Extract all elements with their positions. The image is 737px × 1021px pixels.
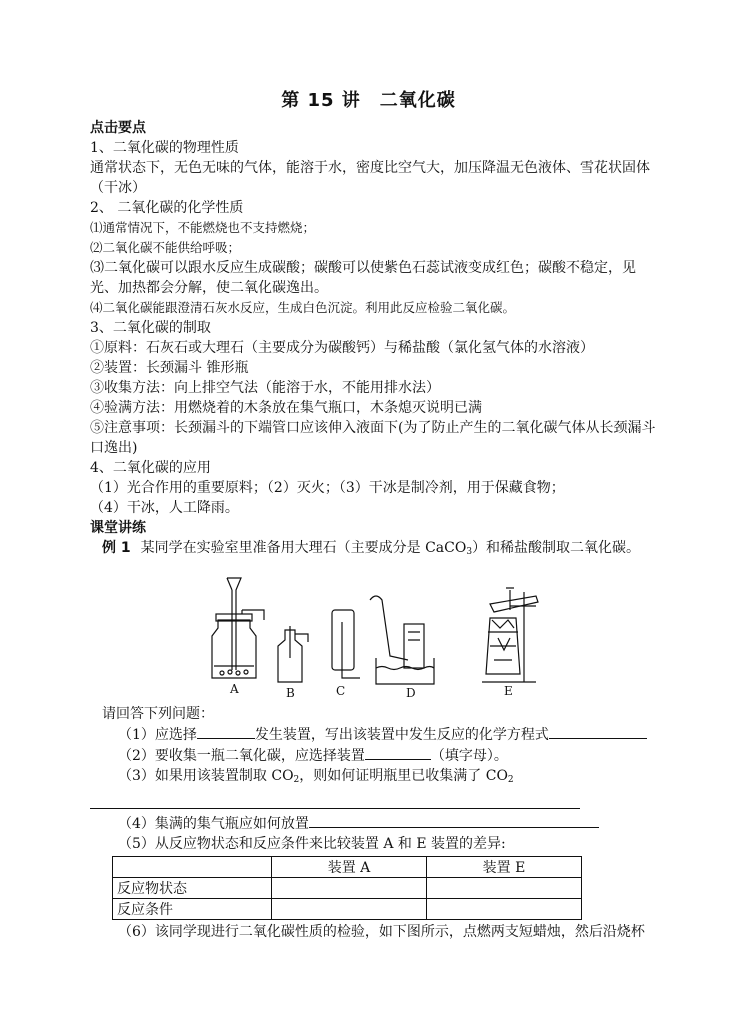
table-row: [113, 878, 582, 899]
preparation-item: ③收集方法：向上排空气法（能溶于水，不能用排水法）: [90, 380, 440, 396]
table-answer-cell[interactable]: [272, 899, 427, 920]
question-6: （6）该同学现进行二氧化碳性质的检验，如下图所示，点燃两支短蜡烛，然后沿烧杯: [118, 924, 645, 940]
example-text-post: ）和稀盐酸制取二氧化碳。: [472, 540, 641, 556]
question-2: [90, 745, 660, 766]
apparatus-b-bottle: [278, 626, 308, 682]
answer-blank-1b[interactable]: [549, 724, 647, 739]
question-1-mid: 发生装置，写出该装置中发生反应的化学方程式: [254, 727, 549, 743]
question-3-mid: ，则如何证明瓶里已收集满了 CO: [299, 768, 508, 784]
table-answer-cell[interactable]: [272, 878, 427, 899]
physical-properties-title: 1、二氧化碳的物理性质: [90, 140, 239, 156]
apparatus-e-stand: [482, 588, 538, 682]
preparation-item: ④验满方法：用燃烧着的木条放在集气瓶口，木条熄灭说明已满: [90, 400, 482, 416]
section-heading-class-practice: 课堂讲练: [90, 520, 146, 536]
preparation-item: ⑤注意事项：长颈漏斗的下端管口应该伸入液面下(为了防止产生的二氧化碳气体从长颈漏斗口逸出): [90, 420, 656, 456]
question-prompt: 请回答下列问题：: [102, 706, 214, 722]
worksheet-content: [90, 118, 660, 942]
answer-blank-2[interactable]: [365, 745, 431, 760]
table-row: [113, 899, 582, 920]
preparation-item: ②装置：长颈漏斗 锥形瓶: [90, 360, 249, 376]
question-3: [90, 766, 660, 790]
table-header-cell: 装置 E: [427, 857, 582, 878]
answer-blank-1a[interactable]: [197, 724, 255, 739]
chemical-property-item: ⑵二氧化碳不能供给呼吸；: [90, 240, 241, 255]
question-1-pre: （1）应选择: [118, 727, 197, 743]
table-row-label: 反应物状态: [113, 878, 272, 899]
apparatus-drawing: [90, 570, 660, 702]
page-title: 第 15 讲 二氧化碳: [281, 90, 456, 111]
question-2-post: （填字母）。: [430, 748, 508, 764]
question-4-pre: （4）集满的集气瓶应如何放置: [118, 816, 309, 832]
comparison-table: [112, 856, 582, 920]
chemical-property-item: ⑴通常情况下，不能燃烧也不支持燃烧；: [90, 220, 316, 235]
example-1: [90, 538, 660, 562]
example-label: 例 1: [102, 540, 131, 556]
chemical-properties-title: 2、 二氧化碳的化学性质: [90, 200, 244, 216]
physical-properties-text: 通常状态下，无色无味的气体，能溶于水，密度比空气大，加压降温无色液体、雪花状固体（干冰）: [90, 160, 650, 196]
question-4: [90, 813, 660, 834]
table-row-label: 反应条件: [113, 899, 272, 920]
apparatus-a-flask: [212, 578, 264, 678]
question-3-sub-a: 2: [293, 775, 300, 785]
chemical-property-item: ⑶二氧化碳可以跟水反应生成碳酸；碳酸可以使紫色石蕊试液变成红色；碳酸不稳定，见光、加热都会分解，使二氧化碳逸出。: [90, 260, 636, 296]
question-3-pre: （3）如果用该装置制取 CO: [118, 768, 294, 784]
apparatus-label-d: D: [406, 686, 416, 700]
example-sub: 3: [466, 547, 473, 557]
question-1: [90, 724, 660, 745]
table-header-row: [113, 857, 582, 878]
table-header-cell: 装置 A: [272, 857, 427, 878]
apparatus-label-e: E: [504, 684, 513, 698]
table-answer-cell[interactable]: [427, 878, 582, 899]
answer-blank-3[interactable]: [90, 790, 580, 809]
preparation-title: 3、二氧化碳的制取: [90, 320, 211, 336]
applications-title: 4、二氧化碳的应用: [90, 460, 211, 476]
apparatus-figure: [90, 570, 660, 702]
question-5: （5）从反应物状态和反应条件来比较装置 A 和 E 装置的差异:: [118, 836, 506, 852]
preparation-item: ①原料：石灰石或大理石（主要成分为碳酸钙）与稀盐酸（氯化氢气体的水溶液）: [90, 340, 594, 356]
example-text-pre: 某同学在实验室里准备用大理石（主要成分是 CaCO: [140, 540, 467, 556]
table-header-cell: [113, 857, 272, 878]
apparatus-label-b: B: [286, 686, 295, 700]
apparatus-c-jar: [332, 610, 360, 678]
apparatus-d-trough: [370, 596, 434, 684]
application-item: （4）干冰，人工降雨。: [90, 500, 239, 516]
section-heading-key-points: 点击要点: [90, 120, 146, 136]
answer-blank-4[interactable]: [309, 813, 599, 828]
application-item: （1）光合作用的重要原料；（2）灭火；（3）干冰是制冷剂，用于保藏食物；: [90, 480, 565, 496]
table-answer-cell[interactable]: [427, 899, 582, 920]
question-3-sub-b: 2: [507, 775, 514, 785]
apparatus-label-a: A: [230, 682, 239, 696]
chemical-property-item: ⑷二氧化碳能跟澄清石灰水反应，生成白色沉淀。利用此反应检验二氧化碳。: [90, 300, 516, 315]
question-2-pre: （2）要收集一瓶二氧化碳，应选择装置: [118, 748, 365, 764]
apparatus-label-c: C: [336, 684, 346, 698]
